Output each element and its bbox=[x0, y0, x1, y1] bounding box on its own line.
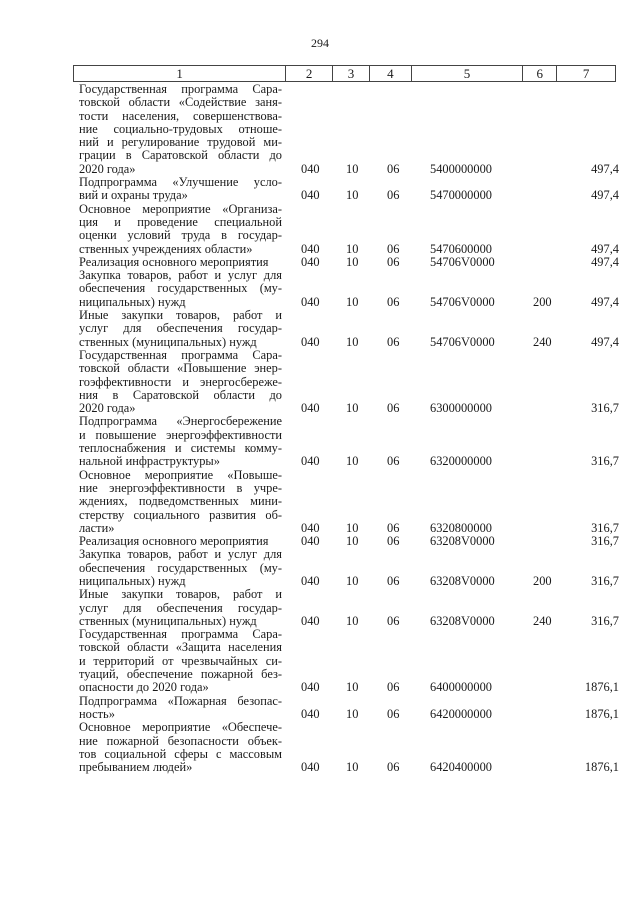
cell-col-2: 040 bbox=[301, 241, 320, 256]
row-description bbox=[79, 269, 282, 309]
cell-col-3: 10 bbox=[346, 520, 359, 535]
cell-col-7: 497,4 bbox=[591, 241, 619, 256]
header-col-5: 5 bbox=[412, 66, 524, 81]
cell-col-3: 10 bbox=[346, 401, 359, 416]
row-description bbox=[79, 588, 282, 628]
header-col-3: 3 bbox=[333, 66, 370, 81]
cell-col-4: 06 bbox=[387, 760, 400, 775]
header-col-1: 1 bbox=[74, 66, 286, 81]
cell-col-5: 54706V0000 bbox=[430, 254, 495, 269]
cell-col-2: 040 bbox=[301, 454, 320, 469]
cell-col-7: 1876,1 bbox=[584, 680, 619, 695]
description-line: опасности до 2020 года» bbox=[79, 680, 209, 695]
page-number: 294 bbox=[311, 36, 329, 50]
cell-col-7: 1876,1 bbox=[584, 760, 619, 775]
description-line: Основное мероприятие «Обеспече- bbox=[79, 720, 282, 735]
cell-col-7: 497,4 bbox=[591, 254, 619, 269]
cell-col-5: 6320800000 bbox=[430, 520, 492, 535]
cell-col-2: 040 bbox=[301, 706, 320, 721]
description-line: ниципальных) нужд bbox=[79, 573, 186, 588]
cell-col-4: 06 bbox=[387, 534, 400, 549]
cell-col-5: 54706V0000 bbox=[430, 334, 495, 349]
cell-col-3: 10 bbox=[346, 188, 359, 203]
description-line: Закупка товаров, работ и услуг для bbox=[79, 547, 282, 562]
description-line: ственных (муниципальных) нужд bbox=[79, 334, 257, 349]
table-row bbox=[79, 176, 619, 203]
table-row bbox=[79, 535, 619, 548]
description-line: Иные закупки товаров, работ и bbox=[79, 308, 282, 323]
description-line: Закупка товаров, работ и услуг для bbox=[79, 268, 282, 283]
description-line: нальной инфраструктуры» bbox=[79, 454, 220, 469]
cell-col-7: 316,7 bbox=[591, 573, 619, 588]
table-row bbox=[79, 203, 619, 256]
cell-col-6: 240 bbox=[533, 334, 552, 349]
cell-col-3: 10 bbox=[346, 294, 359, 309]
cell-col-5: 63208V0000 bbox=[430, 613, 495, 628]
cell-col-3: 10 bbox=[346, 706, 359, 721]
row-description bbox=[79, 176, 282, 203]
description-line: грации в Саратовской области до bbox=[79, 148, 282, 163]
description-line: тов социальной сферы с массовым bbox=[79, 746, 282, 761]
description-line: и повышение энергоэффективности bbox=[79, 427, 282, 442]
description-line: Реализация основного мероприятия bbox=[79, 254, 269, 269]
cell-col-7: 316,7 bbox=[591, 613, 619, 628]
description-line: Основное мероприятие «Организа- bbox=[79, 201, 282, 216]
table-header bbox=[73, 65, 616, 82]
cell-col-3: 10 bbox=[346, 613, 359, 628]
cell-col-6: 240 bbox=[533, 613, 552, 628]
cell-col-5: 6300000000 bbox=[430, 401, 492, 416]
cell-col-7: 316,7 bbox=[591, 520, 619, 535]
cell-col-5: 5400000000 bbox=[430, 161, 492, 176]
cell-col-3: 10 bbox=[346, 334, 359, 349]
cell-col-5: 63208V0000 bbox=[430, 573, 495, 588]
description-line: Подпрограмма «Пожарная безопас- bbox=[79, 693, 282, 708]
cell-col-5: 5470000000 bbox=[430, 188, 492, 203]
cell-col-2: 040 bbox=[301, 254, 320, 269]
table-row bbox=[79, 469, 619, 535]
table-row bbox=[79, 309, 619, 349]
table-row bbox=[79, 721, 619, 774]
description-line: 2020 года» bbox=[79, 401, 136, 416]
cell-col-4: 06 bbox=[387, 241, 400, 256]
cell-col-4: 06 bbox=[387, 401, 400, 416]
cell-col-5: 5470600000 bbox=[430, 241, 492, 256]
cell-col-2: 040 bbox=[301, 573, 320, 588]
description-line: Подпрограмма «Энергосбережение bbox=[79, 414, 282, 429]
table-row bbox=[79, 415, 619, 468]
description-line: 2020 года» bbox=[79, 161, 136, 176]
table-row bbox=[79, 83, 619, 176]
description-line: услуг для обеспечения государ- bbox=[79, 321, 282, 336]
cell-col-5: 6420400000 bbox=[430, 760, 492, 775]
cell-col-7: 316,7 bbox=[591, 454, 619, 469]
description-line: товской области «Повышение энер- bbox=[79, 361, 282, 376]
cell-col-4: 06 bbox=[387, 334, 400, 349]
row-description bbox=[79, 469, 282, 535]
description-line: Реализация основного мероприятия bbox=[79, 534, 269, 549]
description-line: ственных (муниципальных) нужд bbox=[79, 613, 257, 628]
cell-col-3: 10 bbox=[346, 254, 359, 269]
row-description bbox=[79, 309, 282, 349]
description-line: стерству социального развития об- bbox=[79, 507, 282, 522]
cell-col-4: 06 bbox=[387, 188, 400, 203]
cell-col-7: 316,7 bbox=[591, 401, 619, 416]
description-line: Государственная программа Сара- bbox=[79, 627, 282, 642]
description-line: Подпрограмма «Улучшение усло- bbox=[79, 175, 282, 190]
description-line: тости населения, совершенствова- bbox=[79, 108, 282, 123]
description-line: теплоснабжения и системы комму- bbox=[79, 441, 282, 456]
description-line: и территорий от чрезвычайных си- bbox=[79, 653, 282, 668]
cell-col-7: 497,4 bbox=[591, 188, 619, 203]
table-row bbox=[79, 349, 619, 415]
row-description bbox=[79, 628, 282, 694]
cell-col-3: 10 bbox=[346, 161, 359, 176]
cell-col-2: 040 bbox=[301, 334, 320, 349]
cell-col-7: 497,4 bbox=[591, 161, 619, 176]
description-line: Государственная программа Сара- bbox=[79, 82, 282, 96]
table-row bbox=[79, 628, 619, 694]
cell-col-4: 06 bbox=[387, 573, 400, 588]
header-col-6: 6 bbox=[523, 66, 557, 81]
cell-col-4: 06 bbox=[387, 680, 400, 695]
cell-col-2: 040 bbox=[301, 613, 320, 628]
description-line: ственных учреждениях области» bbox=[79, 241, 253, 256]
row-description bbox=[79, 721, 282, 774]
description-line: ниципальных) нужд bbox=[79, 294, 186, 309]
cell-col-7: 316,7 bbox=[591, 534, 619, 549]
cell-col-7: 497,4 bbox=[591, 334, 619, 349]
description-line: ний и регулирование трудовой ми- bbox=[79, 135, 282, 150]
cell-col-2: 040 bbox=[301, 294, 320, 309]
cell-col-3: 10 bbox=[346, 680, 359, 695]
cell-col-7: 1876,1 bbox=[584, 706, 619, 721]
description-line: ция и проведение специальной bbox=[79, 214, 282, 229]
cell-col-2: 040 bbox=[301, 161, 320, 176]
cell-col-2: 040 bbox=[301, 680, 320, 695]
description-line: ждениях, подведомственных мини- bbox=[79, 494, 282, 509]
table-row bbox=[79, 588, 619, 628]
description-line: гоэффективности и энергосбереже- bbox=[79, 374, 282, 389]
cell-col-2: 040 bbox=[301, 520, 320, 535]
row-description bbox=[79, 256, 282, 269]
cell-col-2: 040 bbox=[301, 401, 320, 416]
description-line: ние пожарной безопасности объек- bbox=[79, 733, 282, 748]
cell-col-4: 06 bbox=[387, 706, 400, 721]
cell-col-3: 10 bbox=[346, 534, 359, 549]
cell-col-2: 040 bbox=[301, 534, 320, 549]
header-col-4: 4 bbox=[370, 66, 412, 81]
description-line: товской области «Содействие заня- bbox=[79, 95, 282, 110]
row-description bbox=[79, 203, 282, 256]
header-col-7: 7 bbox=[582, 66, 590, 81]
cell-col-5: 6320000000 bbox=[430, 454, 492, 469]
row-description bbox=[79, 695, 282, 722]
cell-col-4: 06 bbox=[387, 454, 400, 469]
description-line: ние социально-трудовых отноше- bbox=[79, 121, 282, 136]
description-line: обеспечения государственных (му- bbox=[79, 560, 282, 575]
description-line: туаций, обеспечение пожарной без- bbox=[79, 667, 282, 682]
cell-col-7: 497,4 bbox=[591, 294, 619, 309]
cell-col-4: 06 bbox=[387, 161, 400, 176]
cell-col-5: 54706V0000 bbox=[430, 294, 495, 309]
table-row bbox=[79, 269, 619, 309]
description-line: Основное мероприятие «Повыше- bbox=[79, 467, 282, 482]
cell-col-3: 10 bbox=[346, 241, 359, 256]
description-line: вий и охраны труда» bbox=[79, 188, 188, 203]
cell-col-2: 040 bbox=[301, 760, 320, 775]
cell-col-5: 6420000000 bbox=[430, 706, 492, 721]
header-col-2: 2 bbox=[286, 66, 333, 81]
row-description bbox=[79, 535, 282, 548]
cell-col-4: 06 bbox=[387, 613, 400, 628]
description-line: обеспечения государственных (му- bbox=[79, 281, 282, 296]
table-row bbox=[79, 256, 619, 269]
description-line: ласти» bbox=[79, 520, 115, 535]
cell-col-6: 200 bbox=[533, 294, 552, 309]
table-row bbox=[79, 548, 619, 588]
description-line: оценки условий труда в государ- bbox=[79, 228, 282, 243]
cell-col-2: 040 bbox=[301, 188, 320, 203]
cell-col-5: 6400000000 bbox=[430, 680, 492, 695]
table-row bbox=[79, 695, 619, 722]
row-description bbox=[79, 349, 282, 415]
row-description bbox=[79, 83, 282, 176]
cell-col-5: 63208V0000 bbox=[430, 534, 495, 549]
cell-col-4: 06 bbox=[387, 520, 400, 535]
cell-col-3: 10 bbox=[346, 454, 359, 469]
table-body bbox=[79, 83, 619, 774]
cell-col-4: 06 bbox=[387, 254, 400, 269]
description-line: Государственная программа Сара- bbox=[79, 347, 282, 362]
description-line: Иные закупки товаров, работ и bbox=[79, 587, 282, 602]
cell-col-6: 200 bbox=[533, 573, 552, 588]
description-line: ние энергоэффективности в учре- bbox=[79, 480, 282, 495]
description-line: товской области «Защита населения bbox=[79, 640, 282, 655]
description-line: ность» bbox=[79, 706, 115, 721]
description-line: услуг для обеспечения государ- bbox=[79, 600, 282, 615]
row-description bbox=[79, 415, 282, 468]
cell-col-4: 06 bbox=[387, 294, 400, 309]
description-line: пребыванием людей» bbox=[79, 760, 193, 775]
cell-col-3: 10 bbox=[346, 760, 359, 775]
description-line: ния в Саратовской области до bbox=[79, 387, 282, 402]
cell-col-3: 10 bbox=[346, 573, 359, 588]
row-description bbox=[79, 548, 282, 588]
